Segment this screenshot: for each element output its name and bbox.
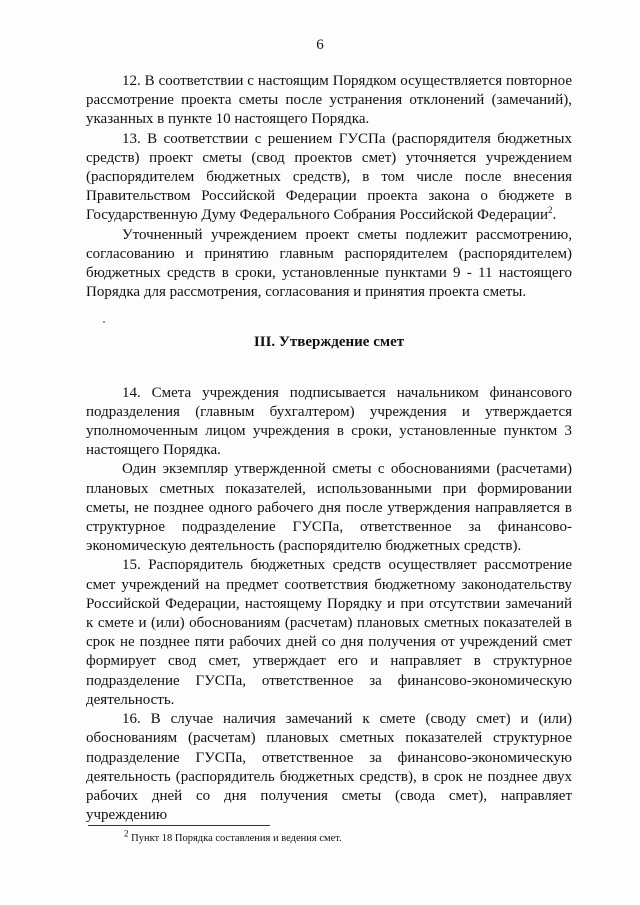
paragraph-13-continuation: Уточненный учреждением проект сметы подлежит рассмотрению, согласованию и принятию главным распорядителем (распорядителем) бюджетных средств в сроки, установленные пунктами 9 - 11 настоящего Порядка для рассмотрения, согласования и принятия проекта сметы. <box>86 226 572 301</box>
paragraph-13 <box>86 130 572 226</box>
document-body <box>86 72 572 825</box>
footnote-text: Пункт 18 Порядка составления и ведения смет. <box>131 833 342 844</box>
scan-speck <box>103 321 105 323</box>
paragraph-15: 15. Распорядитель бюджетных средств осуществляет рассмотрение смет учреждений на предмет соответствия бюджетному законодательству Российской Федерации, настоящему Порядку и при отсутствии замечаний к смете и (или) обоснованиям (расчетам) плановых сметных показателей в срок не позднее пяти рабочих дней со дня получения от учреждений смет формирует свод смет, утверждает его и направляет в структурное подразделение ГУСПа, ответственное за финансово-экономическую деятельность. <box>86 557 572 708</box>
footnote-reference[interactable]: 2 <box>547 205 553 216</box>
paragraph-14: 14. Смета учреждения подписывается начальником финансового подразделения (главным бухгалтером) учреждения и утверждается уполномоченным лицом учреждения в сроки, установленные пунктом 3 настоящего Порядка. <box>86 384 572 459</box>
paragraph-16: 16. В случае наличия замечаний к смете (своду смет) и (или) обоснованиям (расчетам) плановых сметных показателей структурное подразделение ГУСПа, ответственное за финансово-экономическую деятельность (распорядитель бюджетных средств), в срок не позднее двух рабочих дней со дня получения сметы (свода смет), направляет учреждению <box>86 711 572 824</box>
footnote <box>124 828 342 845</box>
footnote-marker: 2 <box>124 828 129 839</box>
paragraph-13-end: . <box>552 207 557 224</box>
paragraph-13-text: 13. В соответствии с решением ГУСПа (распорядителя бюджетных средств) проект сметы (свод проектов смет) уточняется учреждением (распорядителем бюджетных средств), в том числе после внесения Правительством Российской Федерации проекта закона о бюджете в Государственную Думу Федерального Собрания Российской Федерации <box>86 130 572 224</box>
page-number: 6 <box>316 37 324 53</box>
footnote-divider <box>88 825 270 826</box>
section-heading: III. Утверждение смет <box>253 334 405 351</box>
paragraph-12: 12. В соответствии с настоящим Порядком осуществляется повторное рассмотрение проекта сметы после устранения отклонений (замечаний), указанных в пункте 10 настоящего Порядка. <box>86 73 572 128</box>
paragraph-14-continuation: Один экземпляр утвержденной сметы с обоснованиями (расчетами) плановых сметных показателей, использованными при формировании сметы, не позднее одного рабочего дня после утверждения направляется в структурное подразделение ГУСПа, ответственное за финансово-экономическую деятельность (распорядителю бюджетных средств). <box>86 461 572 555</box>
